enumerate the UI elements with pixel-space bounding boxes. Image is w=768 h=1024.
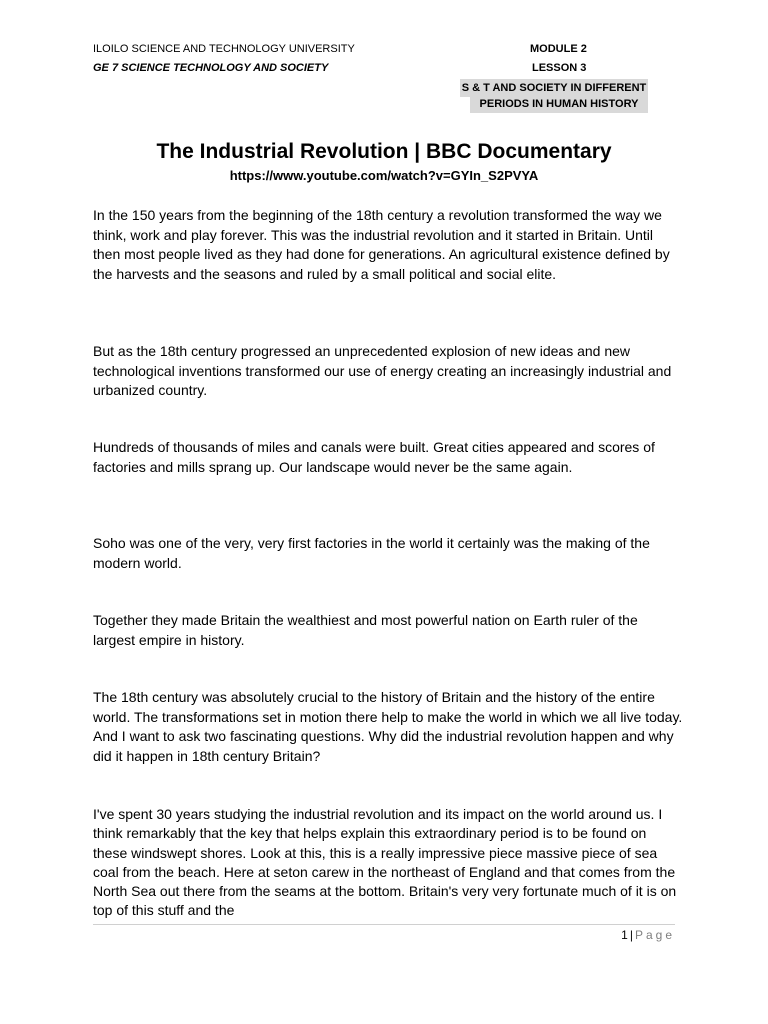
topic-line-1: S & T AND SOCIETY IN DIFFERENT xyxy=(460,79,648,97)
paragraph-6: The 18th century was absolutely crucial to the history of Britain and the history of the entire world. The transformations set in motion there help to make the world in which we all live today. And I want to ask two fascinating questions. Why did the industrial revolution happen and why did it happen in 18th century Britain? xyxy=(93,689,683,764)
video-link[interactable]: https://www.youtube.com/watch?v=GYIn_S2PVYA xyxy=(229,168,539,183)
paragraph-4: Soho was one of the very, very first factories in the world it certainly was the making of the modern world. xyxy=(93,535,650,571)
university-name: ILOILO SCIENCE AND TECHNOLOGY UNIVERSITY xyxy=(93,43,355,55)
page-number: 1 xyxy=(621,928,628,942)
paragraph-3: Hundreds of thousands of miles and canals were built. Great cities appeared and scores of factories and mills sprang up. Our landscape would never be the same again. xyxy=(93,439,655,475)
page-footer xyxy=(600,928,675,942)
footer-separator: | xyxy=(629,928,633,942)
module-label: MODULE 2 xyxy=(530,43,587,55)
paragraph-1: In the 150 years from the beginning of the 18th century a revolution transformed the way we think, work and play forever. This was the industrial revolution and it started in Britain. Until then most people lived as they had done for generations. An agricultural existence defined by the harvests and the seasons and ruled by a small political and social elite. xyxy=(93,207,670,282)
course-title: GE 7 SCIENCE TECHNOLOGY AND SOCIETY xyxy=(93,62,329,74)
paragraph-2: But as the 18th century progressed an unprecedented explosion of new ideas and new technological inventions transformed our use of energy creating an increasingly industrial and urbanized country. xyxy=(93,343,672,398)
lesson-label: LESSON 3 xyxy=(532,62,587,74)
page-label: Page xyxy=(634,928,675,942)
paragraph-7: I've spent 30 years studying the industrial revolution and its impact on the world around us. I think remarkably that the key that helps explain this extraordinary period is to be found on these windswept shores. Look at this, this is a really impressive piece massive piece of sea coal from the beach. Here at seton carew in the northeast of England and that comes from the North Sea out there from the seams at the bottom. Britain's very very fortunate much of it is on top of this stuff and the xyxy=(93,806,677,919)
paragraph-5: Together they made Britain the wealthiest and most powerful nation on Earth ruler of the largest empire in history. xyxy=(93,612,638,648)
document-title: The Industrial Revolution | BBC Documentary xyxy=(156,140,612,163)
topic-line-2: PERIODS IN HUMAN HISTORY xyxy=(470,96,648,113)
footer-divider xyxy=(93,924,675,925)
